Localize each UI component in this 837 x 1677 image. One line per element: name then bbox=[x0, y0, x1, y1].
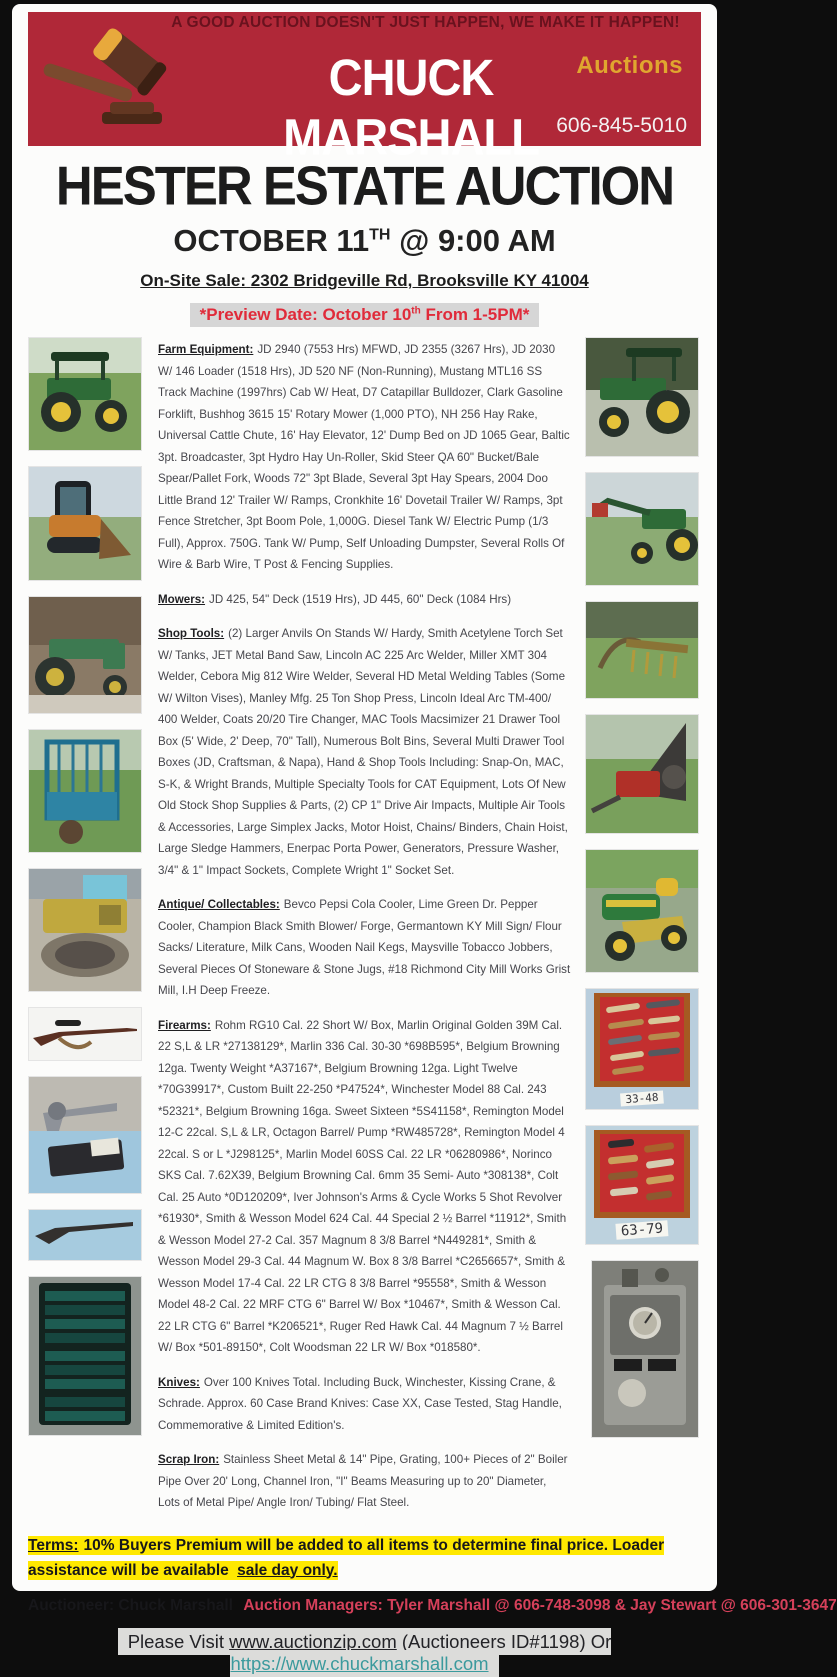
address-label: On-Site Sale: bbox=[140, 271, 247, 290]
photo-skid-steer bbox=[28, 466, 142, 581]
main-content bbox=[12, 327, 717, 1527]
section-heading: Mowers: bbox=[158, 592, 206, 606]
section-heading: Shop Tools: bbox=[158, 627, 225, 640]
flyer-page bbox=[12, 4, 837, 1674]
knife-case-lot-label: 33-48 bbox=[620, 1091, 664, 1107]
company-name: CHUCK MARSHALL bbox=[283, 48, 539, 166]
photo-red-mower bbox=[585, 714, 699, 834]
section-knives bbox=[158, 1372, 571, 1437]
listing-text bbox=[158, 337, 571, 1527]
credits-line bbox=[28, 1596, 837, 1615]
terms-label: Terms: bbox=[28, 1536, 79, 1554]
preview-date bbox=[190, 303, 540, 327]
section-body: Over 100 Knives Total. Including Buck, Winchester, Kissing Crane, & Schrade. Approx. 60 Case Brand Knives: Case XX, Case Tested, Stag Handle, Commemorative & Limited Edition's. bbox=[158, 1375, 562, 1432]
preview-post: From 1-5PM* bbox=[420, 305, 530, 324]
auctionzip-link[interactable]: www.auctionzip.com bbox=[229, 1630, 397, 1652]
footer-mid-text: (Auctioneers ID#1198) Or bbox=[401, 1630, 612, 1652]
date-main: OCTOBER 11 bbox=[173, 223, 370, 258]
photo-knife-case-1 bbox=[585, 988, 699, 1110]
section-farm-equipment bbox=[158, 339, 571, 576]
photo-antique-tractor-barn bbox=[28, 596, 142, 714]
auction-date bbox=[12, 223, 717, 259]
photo-scoped-rifle bbox=[28, 1007, 142, 1061]
date-ordinal: TH bbox=[369, 226, 391, 244]
knife-case-lot-label: 63-79 bbox=[615, 1220, 668, 1240]
section-body: Bevco Pepsi Cola Cooler, Lime Green Dr. Pepper Cooler, Champion Black Smith Blower/ Forge, Germantown KY Mill Sign/ Flour Sacks/ Literature, Milk Cans, Wooden Nail Kegs, Maysville Tobacco Jobbers, Several Pieces Of Stoneware & Stone Jugs, #18 Richmond City Mill Works Grist Mill, I.H Deep Freeze. bbox=[158, 898, 571, 997]
terms-statement bbox=[28, 1533, 701, 1583]
section-body: Rohm RG10 Cal. 22 Short W/ Box, Marlin Original Golden 39M Cal. 22 S,L & LR *27138129*, Marlin 336 Cal. 30-30 *698B595*, Belgium Browning 12ga. Twenty Weight *A37167*, Belgium Browning 12ga. Light Twelve *70G39917*, Custom Built 22-250 *P47524*, Winchester Model 88 Cal. 243 *52321*, Belgium Browning 16ga. Sweet Sixteen *5S41158*, Remington Model 12-C 22cal. S,L & LR, Octagon Barrel/ Pump *RW485728*, Remington Model 4 22cal. S or L *J298125*, Marlin Model 60SS Cal. 22 LR *06280986*, Norinco SKS Cal. 7.62X39, Belgium Browning Cal. 6mm 35 Semi- Auto *308138*, Colt Cal. 25 Auto *0D120209*, Iver Johnson's Arms & Cycle Works 5 Shot Revolver *61930*, Smith & Wesson Model 624 Cal. 44 Special 2 ½ Barrel *11912*, Smith & Wesson Model 27-2 Cal. 357 Magnum 8 3/8 Barrel *N449281*, Smith & Wesson Model 29-3 Cal. 44 Magnum W. Box 8 3/8 Barrel *C2656657*, Smith & Wesson Model 17-4 Cal. 22 LR CTG 8 3/8 Barrel *95558*, Smith & Wesson Model 48-2 Cal. 22 MRF CTG 6" Barrel W/ Box *10467*, Smith & Wesson Cal. 22 LR CTG 6" Barrel *K206521*, Ruger Red Hawk Cal. 44 Magnum 7 ½ Barrel W/ Box *501-89150*, Colt Woodsman 22 LR W/ Box *018580*. bbox=[158, 1018, 567, 1354]
section-heading: Firearms: bbox=[158, 1018, 211, 1032]
photo-bulldozer-shed bbox=[28, 868, 142, 992]
photo-column-left bbox=[28, 337, 144, 1527]
banner-tagline: A GOOD AUCTION DOESN'T JUST HAPPEN, WE MAKE IT HAPPEN! bbox=[171, 14, 680, 31]
photo-shotgun bbox=[28, 1209, 142, 1261]
section-firearms bbox=[158, 1015, 571, 1359]
section-body: JD 2940 (7553 Hrs) MFWD, JD 2355 (3267 Hrs), JD 2030 W/ 146 Loader (1518 Hrs), JD 520 NF (Non-Running), Mustang MTL16 SS Track Machine (1997hrs) Cab W/ Heat, D7 Catapillar Bulldozer, Clark Gasoline Forklift, Bushhog 3615 15' Rotary Mower (1,000 PTO), NH 256 Hay Rake, Universal Cattle Chute, 16' Hay Elevator, 12' Dump Bed on JD 1065 Gear, Baltic 3pt. Broadcaster, 3pt Hydro Hay Un-Roller, Skid Steer QA 60" Bucket/Bale Spear/Pallet Fork, Woods 72" 3pt Blade, Several 3pt Hay Spears, 2004 Doo Little Brand 12' Trailer W/ Ramps, Cronkhite 16' Dovetail Trailer W/ Ramps, 3pt Fence Stretcher, 3pt Boom Pole, 1,000G. Diesel Tank W/ Electric Pump (1/3 Full), Approx. 750G. Tank W/ Pump, Self Unloading Dumpster, Several Rolls Of Wire & Barb Wire, T Post & Fencing Supplies. bbox=[158, 343, 570, 571]
photo-column-right bbox=[585, 337, 701, 1527]
photo-knife-case-2 bbox=[585, 1125, 699, 1245]
photo-tractor-loader bbox=[585, 472, 699, 586]
preview-sup: th bbox=[411, 305, 421, 317]
section-heading: Knives: bbox=[158, 1375, 200, 1389]
photo-arc-welder bbox=[591, 1260, 699, 1438]
website-footer bbox=[12, 1631, 717, 1675]
photo-revolver-box bbox=[28, 1076, 142, 1194]
section-heading: Scrap Iron: bbox=[158, 1453, 220, 1466]
auction-title: HESTER ESTATE AUCTION bbox=[55, 154, 674, 217]
section-shop-tools bbox=[158, 623, 571, 881]
section-heading: Farm Equipment: bbox=[158, 343, 254, 356]
section-antique-collectables bbox=[158, 894, 571, 1002]
header-banner bbox=[28, 12, 701, 166]
photo-jd-tractor-canopy bbox=[28, 337, 142, 451]
section-body: (2) Larger Anvils On Stands W/ Hardy, Smith Acetylene Torch Set W/ Tanks, JET Metal Band Saw, Lincoln AC 225 Arc Welder, Miller XMT 304 Welder, Cebora Mig 812 Wire Welder, Several HD Metal Welding Tables (Some W/ Wilton Vises), Manley Mfg. 25 Ton Shop Press, Lincoln Ideal Arc TM-400/ 400 Welder, Coats 20/20 Tire Changer, MAC Tools Macsimizer 21 Drawer Tool Box (5' Wide, 2' Deep, 70" Tall), Numerous Bolt Bins, Several Multi Drawer Tool Boxes (JD, Craftsman, & Napa), Hand & Shop Tools Including: Snap-On, MAC, S-K, & Wright Brands, Multiple Specialty Tools for CAT Equipment, Lots Of New Old Stock Shop Supplies & Parts, (2) CP 1" Drive Air Impacts, Multiple Air Tools & Accessories, Large Simplex Jacks, Motor Hoist, Chains/ Binders, Chain Hoist, Large Sledge Hammers, Enerpac Porta Power, Generators, Pressure Washer, 3/4" & 1" Impact Sockets, Complete Wright 1" Socket Set. bbox=[158, 627, 568, 877]
address-value: 2302 Bridgeville Rd, Brooksville KY 41004 bbox=[250, 271, 589, 290]
section-heading: Antique/ Collectables: bbox=[158, 898, 280, 911]
section-scrap-iron bbox=[158, 1449, 571, 1514]
gavel-icon bbox=[34, 16, 194, 149]
footer-pre-text: Please Visit bbox=[127, 1630, 225, 1652]
section-body: JD 425, 54" Deck (1519 Hrs), JD 445, 60" Deck (1084 Hrs) bbox=[209, 592, 512, 606]
company-word-auctions: Auctions bbox=[576, 52, 683, 79]
phone-number: 606-845-5010 bbox=[556, 114, 687, 137]
section-body: Stainless Sheet Metal & 14" Pipe, Grating, 100+ Pieces of 2" Boiler Pipe Over 20' Long, Channel Iron, "I" Beams Measuring up to 20" Diameter, Lots of Metal Pipe/ Angle Iron/ Tubing/ Flat Steel. bbox=[158, 1453, 568, 1509]
auctioneer-name: Auctioneer: Chuck Marshall bbox=[28, 1596, 233, 1614]
auction-managers: Auction Managers: Tyler Marshall @ 606-748-3098 & Jay Stewart @ 606-301-3647 bbox=[243, 1596, 837, 1614]
terms-underlined-tail: sale day only. bbox=[237, 1561, 338, 1579]
section-mowers bbox=[158, 589, 571, 611]
photo-jd-tractor-canopy-2 bbox=[585, 337, 699, 457]
photo-cattle-chute bbox=[28, 729, 142, 853]
date-time: @ 9:00 AM bbox=[390, 223, 556, 258]
photo-riding-mower bbox=[585, 849, 699, 973]
chuckmarshall-link[interactable]: https://www.chuckmarshall.com bbox=[230, 1652, 489, 1674]
onsite-address bbox=[12, 271, 717, 291]
preview-pre: *Preview Date: October 10 bbox=[199, 305, 412, 324]
terms-body: 10% Buyers Premium will be added to all items to determine final price. Loader assistance will be available bbox=[28, 1536, 665, 1579]
photo-hay-rake bbox=[585, 601, 699, 699]
photo-tool-cabinet bbox=[28, 1276, 142, 1436]
